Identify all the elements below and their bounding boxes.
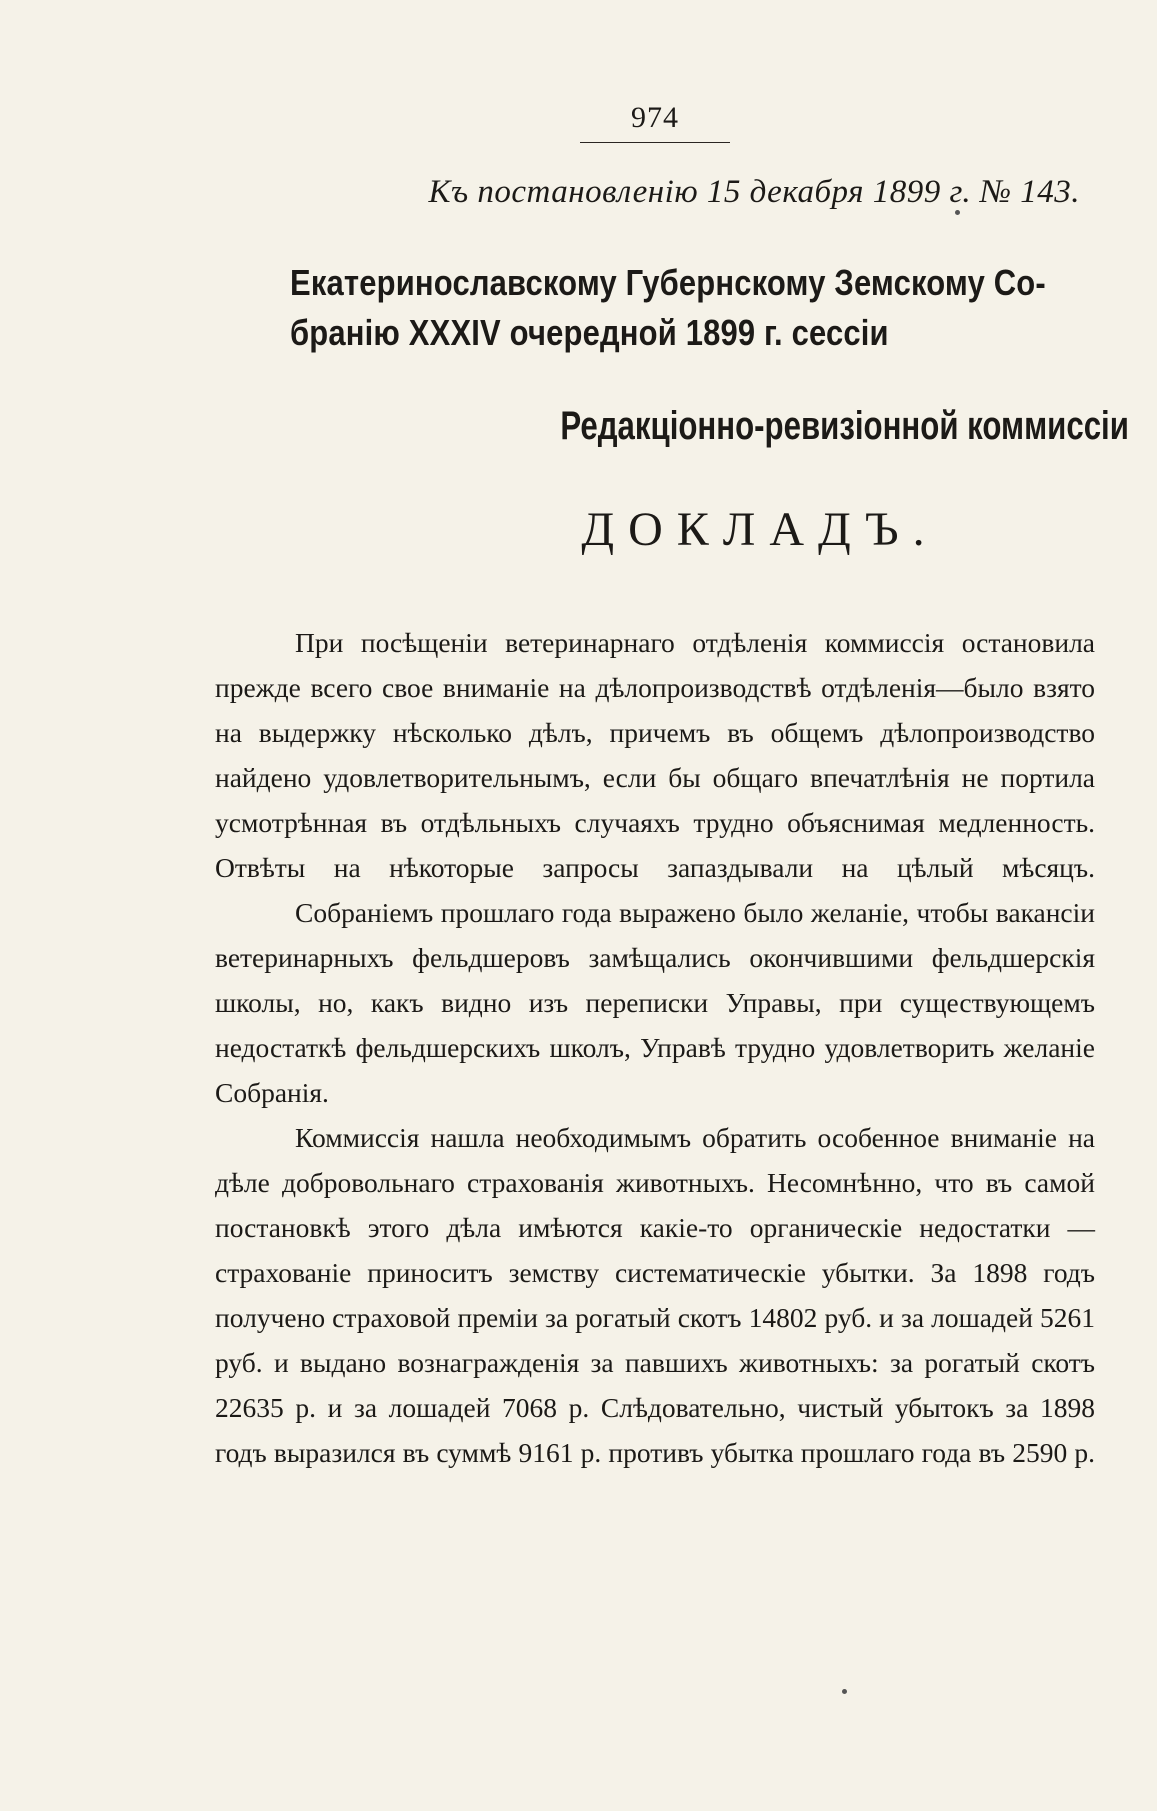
commission-heading	[400, 400, 1129, 452]
print-speck	[842, 1689, 847, 1694]
report-title: ДОКЛАДЪ.	[581, 503, 939, 556]
commission-heading-text: Редакціонно-ревизіонной коммиссіи	[560, 404, 1129, 448]
paragraph: При посѣщеніи ветеринарнаго отдѣленія коммиссія остановила прежде всего свое вниманіе на дѣлопроизводствѣ отдѣленія—было взято на выдержку нѣсколько дѣлъ, причемъ въ общемъ дѣлопроизводство найдено удовлетворительнымъ, если бы общаго впечатлѣнія не портила усмотрѣнная въ отдѣльныхъ случаяхъ трудно объяснимая медленность. Отвѣты на нѣкоторые запросы запаздывали на цѣлый мѣсяцъ.	[215, 627, 1095, 883]
report-body	[215, 620, 1095, 1475]
print-speck	[955, 210, 960, 215]
paragraph: Собраніемъ прошлаго года выражено было желаніе, чтобы вакансіи ветеринарныхъ фельдшеровъ замѣщались окончившими фельдшерскія школы, но, какъ видно изъ переписки Управы, при существующемъ недостаткѣ фельдшерскихъ школъ, Управѣ трудно удовлетворить желаніе Собранія.	[215, 897, 1095, 1108]
addressee-heading	[290, 258, 1046, 358]
paragraph: Коммиссія нашла необходимымъ обратить особенное вниманіе на дѣле добровольнаго страхованія животныхъ. Несомнѣнно, что въ самой постановкѣ этого дѣла имѣются какіе-то органическіе недостатки — страхованіе приноситъ земству систематическіе убытки. За 1898 годъ получено страховой преміи за рогатый скотъ 14802 руб. и за лошадей 5261 руб. и выдано вознагражденія за павшихъ животныхъ: за рогатый скотъ 22635 р. и за лошадей 7068 р. Слѣдовательно, чистый убытокъ за 1898 годъ выразился въ суммѣ 9161 р. противъ убытка прошлаго года въ 2590 р.	[215, 1122, 1095, 1468]
page-number-rule	[580, 142, 730, 143]
addressee-line-1: Екатеринославскому Губернскому Земскому Со-	[290, 262, 1046, 303]
page-number: 974	[631, 101, 679, 134]
decree-reference: Къ постановленію 15 декабря 1899 г. № 143.	[428, 174, 1080, 210]
addressee-line-2: бранію XXXIV очередной 1899 г. сессіи	[290, 312, 889, 353]
